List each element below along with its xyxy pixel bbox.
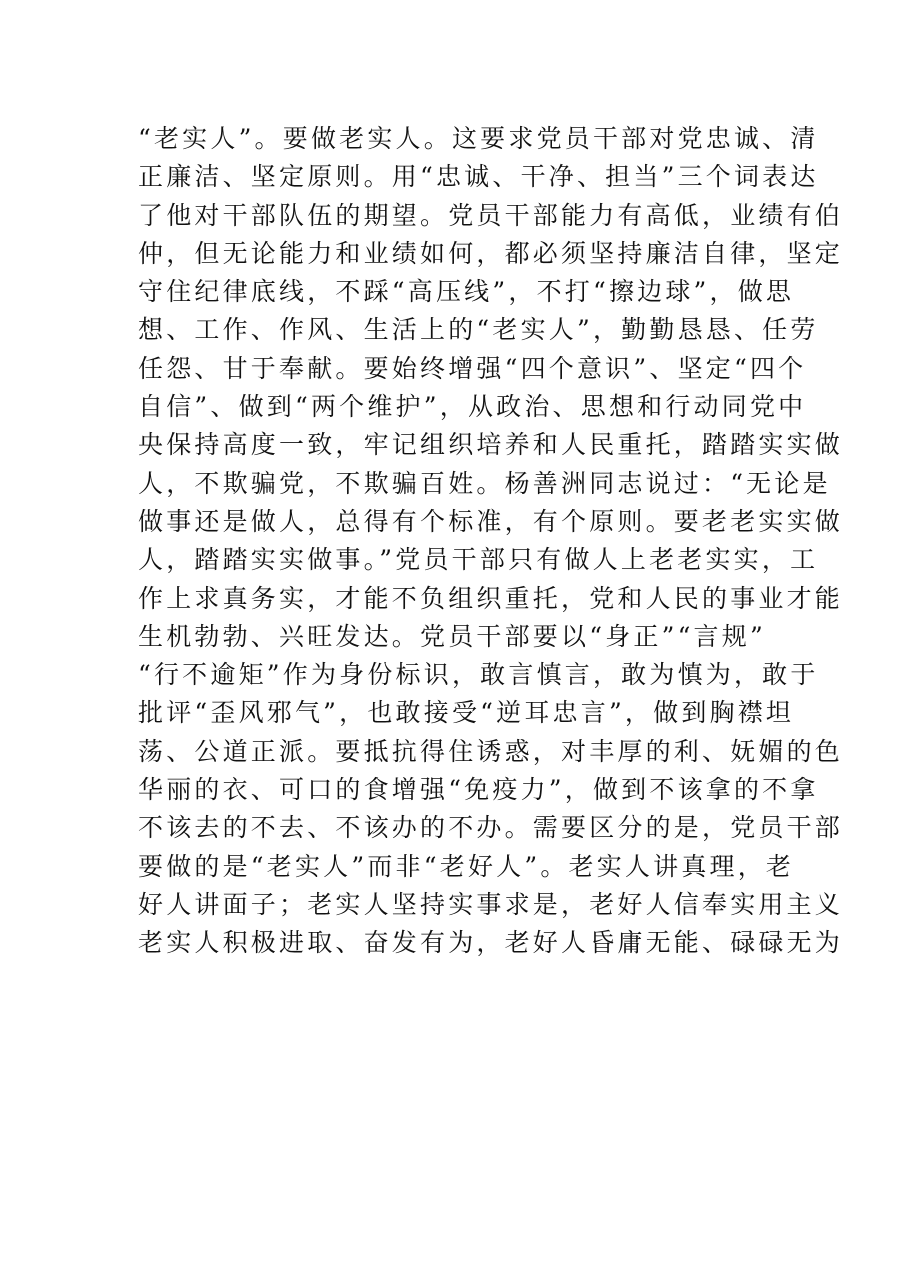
text-line: 老实人积极进取、奋发有为，老好人昏庸无能、碌碌无为 bbox=[138, 928, 844, 958]
text-line: 批评“歪风邪气”，也敢接受“逆耳忠言”，做到胸襟坦 bbox=[138, 698, 795, 728]
text-line: 荡、公道正派。要抵抗得住诱惑，对丰厚的利、妩媚的色 bbox=[138, 736, 844, 766]
text-line: 仲，但无论能力和业绩如何，都必须坚持廉洁自律，坚定 bbox=[138, 238, 844, 268]
text-line: 要做的是“老实人”而非“老好人”。老实人讲真理，老 bbox=[138, 851, 795, 881]
text-line: 不该去的不去、不该办的不办。需要区分的是，党员干部 bbox=[138, 813, 844, 843]
text-line: 生机勃勃、兴旺发达。党员干部要以“身正”“言规” bbox=[138, 621, 766, 651]
text-line: 想、工作、作风、生活上的“老实人”，勤勤恳恳、任劳 bbox=[138, 315, 819, 345]
text-line: “行不逾矩”作为身份标识，敢言慎言，敢为慎为，敢于 bbox=[138, 660, 819, 690]
text-line: 正廉洁、坚定原则。用“忠诚、干净、担当”三个词表达 bbox=[138, 162, 819, 192]
text-line: 自信”、做到“两个维护”，从政治、思想和行动同党中 bbox=[138, 392, 807, 422]
body-text bbox=[138, 120, 844, 963]
text-line: 任怨、甘于奉献。要始终增强“四个意识”、坚定“四个 bbox=[138, 353, 807, 383]
text-line: 好人讲面子；老实人坚持实事求是，老好人信奉实用主义 bbox=[138, 889, 844, 919]
text-line: 人，不欺骗党，不欺骗百姓。杨善洲同志说过：“无论是 bbox=[138, 468, 831, 498]
text-line: 做事还是做人，总得有个标准，有个原则。要老老实实做 bbox=[138, 506, 844, 536]
text-line: 作上求真务实，才能不负组织重托，党和人民的事业才能 bbox=[138, 583, 844, 613]
text-line: 人，踏踏实实做事。”党员干部只有做人上老老实实，工 bbox=[138, 545, 819, 575]
text-line: “老实人”。要做老实人。这要求党员干部对党忠诚、清 bbox=[138, 124, 819, 153]
text-line: 央保持高度一致，牢记组织培养和人民重托，踏踏实实做 bbox=[138, 430, 844, 460]
text-line: 华丽的衣、可口的食增强“免疫力”，做到不该拿的不拿 bbox=[138, 775, 819, 805]
text-line: 了他对干部队伍的期望。党员干部能力有高低，业绩有伯 bbox=[138, 200, 844, 230]
text-line: 守住纪律底线，不踩“高压线”，不打“擦边球”，做思 bbox=[138, 277, 795, 307]
